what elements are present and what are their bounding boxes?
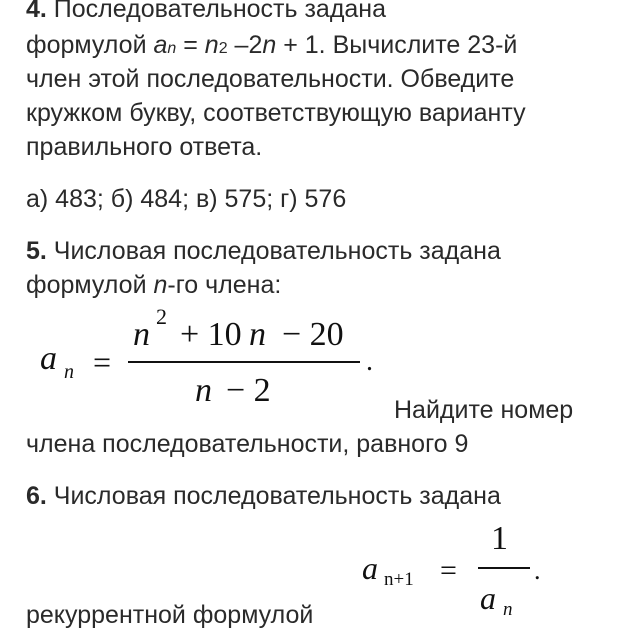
problem-4-line-5: правильного ответа.: [26, 133, 263, 161]
problem-6-formula: a n+1 = 1 a n .: [362, 520, 541, 620]
problem-6-line-1: 6. Числовая последовательность задана: [26, 482, 501, 510]
problem-5-formula: a n = n 2 + 10 n − 20 n − 2 .: [40, 304, 373, 409]
problem-5-line-2: формулой n-го члена:: [26, 271, 282, 299]
problem-6-line-2: рекуррентной формулой: [26, 601, 314, 629]
problem-5-find-line-1: Найдите номер: [394, 396, 574, 424]
problem-5-line-1: 5. Числовая последовательность задана: [26, 237, 501, 265]
problem-6-number: 6.: [26, 482, 47, 510]
problem-4-number: 4.: [26, 0, 47, 23]
problem-4-line-4: кружком букву, соответствующую варианту: [26, 99, 526, 127]
problem-4-line-1: 4. Последовательность задана: [26, 0, 386, 24]
problem-4-line-2: формулой an = n2 –2n + 1. Вычислите 23-й: [26, 31, 518, 59]
problem-5-number: 5.: [26, 237, 47, 265]
problem-4-line-3: член этой последовательности. Обведите: [26, 65, 515, 93]
problem-4-answers: а) 483; б) 484; в) 575; г) 576: [26, 185, 347, 213]
problem-5-find-line-2: члена последовательности, равного 9: [26, 430, 469, 458]
problem-6-fraction-bar: [478, 567, 530, 569]
